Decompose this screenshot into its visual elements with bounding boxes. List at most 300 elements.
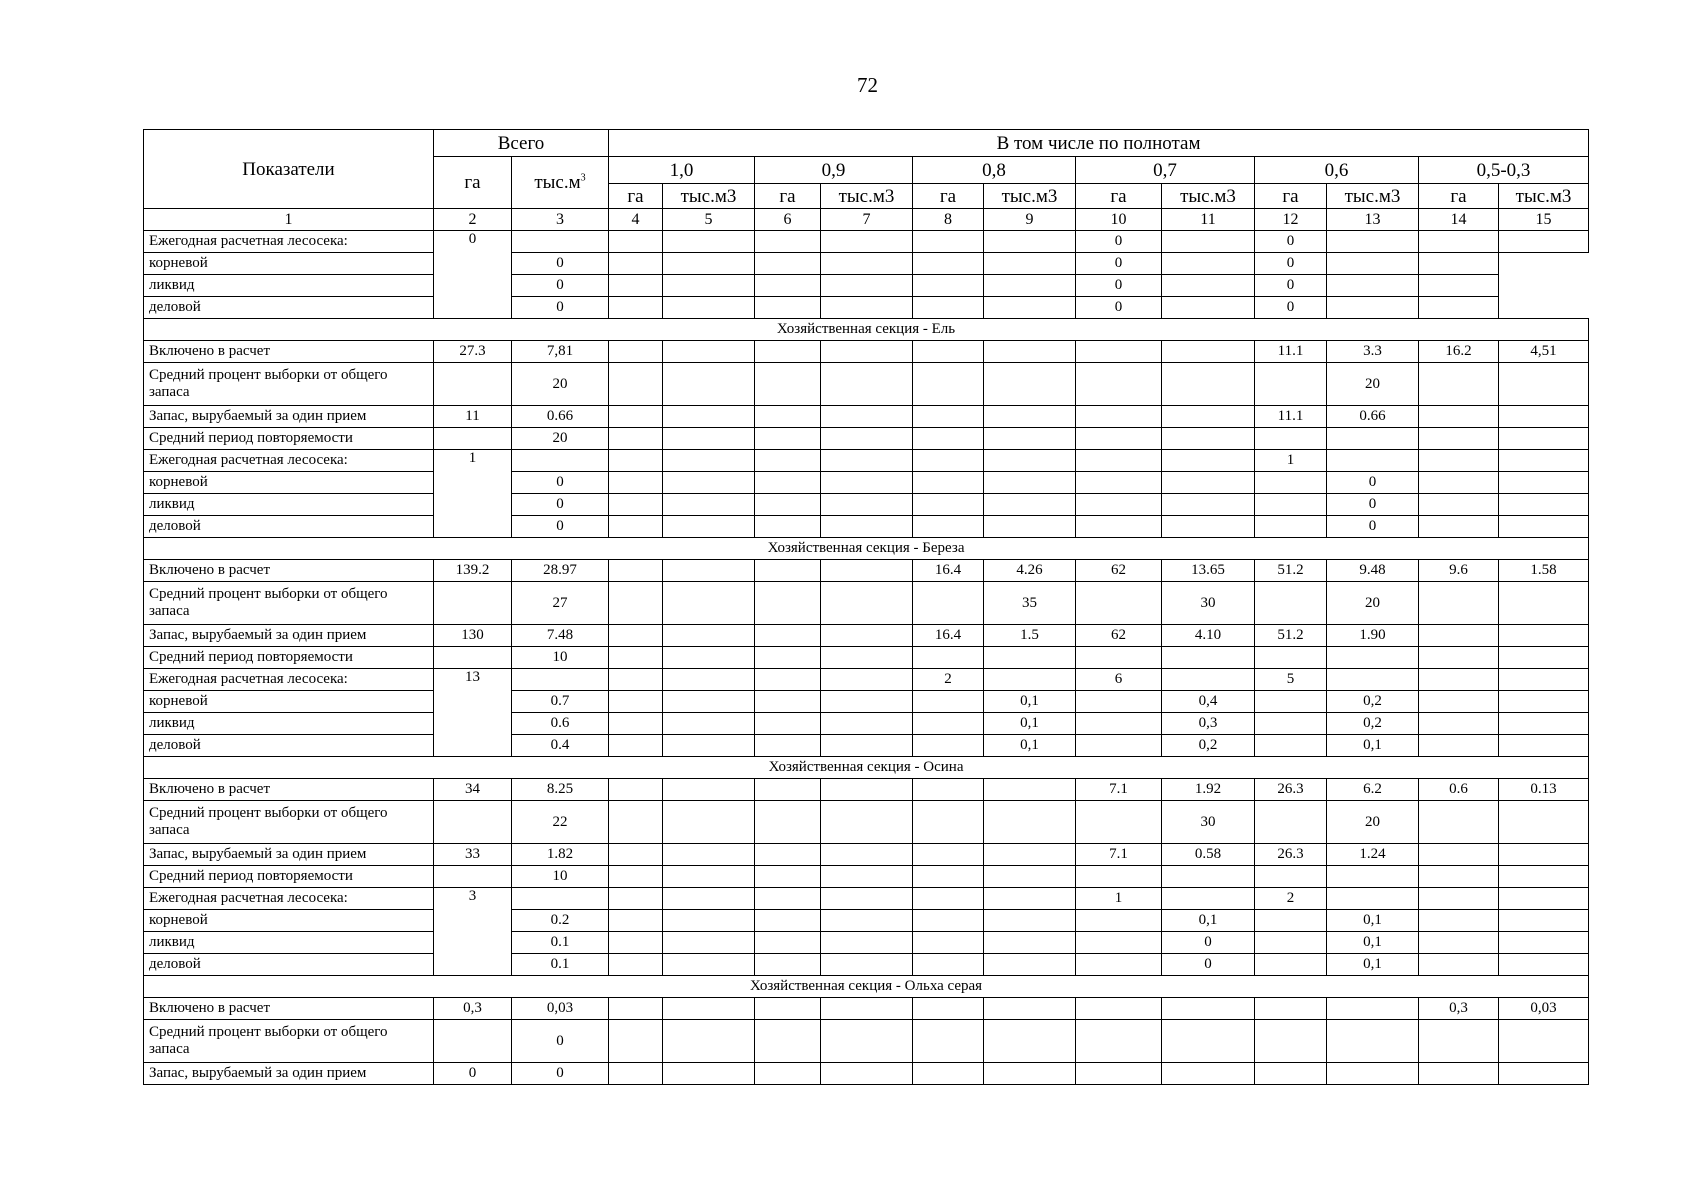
value-cell bbox=[984, 275, 1076, 297]
value-cell bbox=[512, 669, 609, 691]
value-cell bbox=[663, 713, 755, 735]
row-label: Включено в расчет bbox=[144, 560, 434, 582]
value-cell bbox=[609, 516, 663, 538]
value-cell bbox=[663, 450, 755, 472]
value-cell: 0,2 bbox=[1327, 691, 1419, 713]
row-label: Ежегодная расчетная лесосека: bbox=[144, 669, 434, 691]
value-cell: 0,2 bbox=[1162, 735, 1255, 757]
column-number: 8 bbox=[913, 209, 984, 231]
value-cell: 13 bbox=[434, 669, 512, 757]
value-cell bbox=[755, 275, 821, 297]
value-cell: 51.2 bbox=[1255, 625, 1327, 647]
row-label: деловой bbox=[144, 297, 434, 319]
value-cell: 0 bbox=[512, 1020, 609, 1063]
value-cell bbox=[1499, 494, 1589, 516]
value-cell bbox=[609, 275, 663, 297]
table-row bbox=[144, 275, 1589, 297]
value-cell bbox=[663, 253, 755, 275]
value-cell bbox=[1076, 472, 1162, 494]
value-cell: 1.58 bbox=[1499, 560, 1589, 582]
value-cell bbox=[609, 801, 663, 844]
value-cell bbox=[609, 450, 663, 472]
table-row bbox=[144, 932, 1589, 954]
table-row bbox=[144, 406, 1589, 428]
value-cell bbox=[663, 844, 755, 866]
value-cell: 0 bbox=[1255, 275, 1327, 297]
value-cell bbox=[821, 494, 913, 516]
row-label: ликвид bbox=[144, 932, 434, 954]
value-cell bbox=[821, 341, 913, 363]
value-cell bbox=[609, 472, 663, 494]
value-cell bbox=[1499, 713, 1589, 735]
value-cell bbox=[984, 844, 1076, 866]
value-cell: 4.10 bbox=[1162, 625, 1255, 647]
value-cell bbox=[1419, 582, 1499, 625]
value-cell bbox=[1162, 231, 1255, 253]
value-cell bbox=[663, 1063, 755, 1085]
value-cell bbox=[609, 297, 663, 319]
section-row bbox=[144, 976, 1589, 998]
header-volume: тыс.м3 bbox=[1162, 184, 1255, 209]
value-cell bbox=[1162, 428, 1255, 450]
value-cell bbox=[913, 998, 984, 1020]
value-cell: 1.92 bbox=[1162, 779, 1255, 801]
value-cell bbox=[1499, 625, 1589, 647]
value-cell bbox=[913, 341, 984, 363]
row-label: ликвид bbox=[144, 494, 434, 516]
value-cell bbox=[1255, 910, 1327, 932]
value-cell bbox=[1419, 669, 1499, 691]
value-cell bbox=[434, 801, 512, 844]
value-cell bbox=[609, 735, 663, 757]
value-cell bbox=[1419, 932, 1499, 954]
header-total-volume-base: тыс.м bbox=[534, 172, 581, 193]
value-cell: 0 bbox=[1076, 297, 1162, 319]
value-cell bbox=[755, 450, 821, 472]
value-cell bbox=[1076, 932, 1162, 954]
row-label: корневой bbox=[144, 691, 434, 713]
table-row bbox=[144, 669, 1589, 691]
value-cell bbox=[1499, 428, 1589, 450]
table-row bbox=[144, 954, 1589, 976]
value-cell bbox=[1419, 691, 1499, 713]
value-cell: 0,03 bbox=[1499, 998, 1589, 1020]
value-cell bbox=[663, 560, 755, 582]
value-cell bbox=[1419, 888, 1499, 910]
value-cell bbox=[1255, 472, 1327, 494]
value-cell: 0 bbox=[434, 231, 512, 319]
value-cell bbox=[609, 910, 663, 932]
value-cell bbox=[755, 625, 821, 647]
value-cell: 0 bbox=[512, 472, 609, 494]
value-cell: 0 bbox=[1076, 231, 1162, 253]
value-cell: 1 bbox=[1255, 450, 1327, 472]
value-cell bbox=[1162, 450, 1255, 472]
value-cell: 0,3 bbox=[1419, 998, 1499, 1020]
table-row bbox=[144, 713, 1589, 735]
value-cell bbox=[1255, 428, 1327, 450]
row-label: Включено в расчет bbox=[144, 779, 434, 801]
value-cell: 0.7 bbox=[512, 691, 609, 713]
value-cell: 11 bbox=[434, 406, 512, 428]
value-cell bbox=[1076, 735, 1162, 757]
value-cell bbox=[821, 647, 913, 669]
header-ha: га bbox=[913, 184, 984, 209]
table-row bbox=[144, 363, 1589, 406]
value-cell bbox=[1419, 472, 1499, 494]
header-ha: га bbox=[1076, 184, 1162, 209]
row-label: Запас, вырубаемый за один прием bbox=[144, 406, 434, 428]
value-cell bbox=[434, 428, 512, 450]
value-cell bbox=[609, 428, 663, 450]
value-cell bbox=[821, 888, 913, 910]
value-cell bbox=[913, 1063, 984, 1085]
value-cell bbox=[1419, 1063, 1499, 1085]
value-cell bbox=[1255, 801, 1327, 844]
value-cell bbox=[755, 713, 821, 735]
row-label: Средний период повторяемости bbox=[144, 866, 434, 888]
value-cell bbox=[663, 516, 755, 538]
value-cell: 28.97 bbox=[512, 560, 609, 582]
value-cell: 0.6 bbox=[512, 713, 609, 735]
value-cell bbox=[821, 691, 913, 713]
value-cell bbox=[821, 735, 913, 757]
value-cell bbox=[984, 779, 1076, 801]
value-cell bbox=[1419, 297, 1499, 319]
value-cell bbox=[1419, 735, 1499, 757]
value-cell: 62 bbox=[1076, 560, 1162, 582]
value-cell bbox=[1419, 428, 1499, 450]
value-cell bbox=[1327, 669, 1419, 691]
value-cell bbox=[609, 691, 663, 713]
header-volume: тыс.м3 bbox=[984, 184, 1076, 209]
header-volume: тыс.м3 bbox=[1499, 184, 1589, 209]
value-cell: 0 bbox=[512, 516, 609, 538]
value-cell bbox=[1255, 1020, 1327, 1063]
value-cell bbox=[755, 801, 821, 844]
value-cell bbox=[609, 1063, 663, 1085]
section-title: Хозяйственная секция - Осина bbox=[144, 757, 1589, 779]
value-cell bbox=[1327, 275, 1419, 297]
value-cell bbox=[663, 998, 755, 1020]
value-cell bbox=[663, 341, 755, 363]
value-cell bbox=[913, 932, 984, 954]
value-cell bbox=[821, 582, 913, 625]
value-cell: 0 bbox=[1255, 297, 1327, 319]
value-cell bbox=[984, 231, 1076, 253]
value-cell: 0 bbox=[1162, 954, 1255, 976]
value-cell bbox=[984, 297, 1076, 319]
column-number: 13 bbox=[1327, 209, 1419, 231]
value-cell bbox=[1327, 998, 1419, 1020]
value-cell bbox=[821, 560, 913, 582]
value-cell: 13.65 bbox=[1162, 560, 1255, 582]
value-cell bbox=[1076, 1020, 1162, 1063]
value-cell: 9.48 bbox=[1327, 560, 1419, 582]
table-row bbox=[144, 625, 1589, 647]
section-title: Хозяйственная секция - Ольха серая bbox=[144, 976, 1589, 998]
value-cell bbox=[1499, 231, 1589, 253]
table-row bbox=[144, 560, 1589, 582]
value-cell bbox=[663, 363, 755, 406]
header-density: 0,8 bbox=[913, 157, 1076, 184]
value-cell bbox=[1499, 801, 1589, 844]
value-cell bbox=[913, 647, 984, 669]
value-cell bbox=[609, 582, 663, 625]
value-cell bbox=[1076, 494, 1162, 516]
value-cell bbox=[1419, 713, 1499, 735]
value-cell bbox=[1076, 866, 1162, 888]
value-cell: 0 bbox=[512, 1063, 609, 1085]
header-ha: га bbox=[1255, 184, 1327, 209]
value-cell bbox=[609, 932, 663, 954]
value-cell bbox=[1327, 866, 1419, 888]
value-cell bbox=[984, 888, 1076, 910]
table-row bbox=[144, 1063, 1589, 1085]
value-cell bbox=[984, 341, 1076, 363]
value-cell bbox=[984, 954, 1076, 976]
value-cell bbox=[755, 472, 821, 494]
value-cell bbox=[1419, 406, 1499, 428]
value-cell bbox=[609, 647, 663, 669]
table-row bbox=[144, 779, 1589, 801]
value-cell bbox=[821, 932, 913, 954]
value-cell bbox=[1419, 866, 1499, 888]
value-cell: 16.4 bbox=[913, 625, 984, 647]
row-label: Ежегодная расчетная лесосека: bbox=[144, 450, 434, 472]
value-cell bbox=[1076, 801, 1162, 844]
value-cell bbox=[755, 582, 821, 625]
value-cell bbox=[755, 932, 821, 954]
header-density: 0,9 bbox=[755, 157, 913, 184]
value-cell bbox=[821, 779, 913, 801]
value-cell bbox=[821, 275, 913, 297]
value-cell bbox=[984, 363, 1076, 406]
value-cell bbox=[663, 647, 755, 669]
value-cell bbox=[1162, 1020, 1255, 1063]
value-cell: 0 bbox=[512, 253, 609, 275]
value-cell bbox=[609, 669, 663, 691]
value-cell bbox=[755, 1063, 821, 1085]
value-cell bbox=[984, 428, 1076, 450]
value-cell bbox=[663, 888, 755, 910]
value-cell bbox=[1419, 363, 1499, 406]
value-cell: 0,1 bbox=[1327, 735, 1419, 757]
value-cell bbox=[1076, 363, 1162, 406]
value-cell: 9.6 bbox=[1419, 560, 1499, 582]
column-number: 1 bbox=[144, 209, 434, 231]
value-cell bbox=[984, 910, 1076, 932]
value-cell bbox=[1499, 932, 1589, 954]
value-cell bbox=[609, 406, 663, 428]
table-row bbox=[144, 253, 1589, 275]
value-cell bbox=[755, 1020, 821, 1063]
value-cell: 20 bbox=[512, 363, 609, 406]
column-number: 15 bbox=[1499, 209, 1589, 231]
value-cell bbox=[1076, 691, 1162, 713]
column-number: 7 bbox=[821, 209, 913, 231]
value-cell bbox=[1419, 450, 1499, 472]
value-cell: 0 bbox=[1076, 253, 1162, 275]
value-cell bbox=[913, 231, 984, 253]
value-cell bbox=[609, 231, 663, 253]
value-cell bbox=[1327, 428, 1419, 450]
value-cell: 0 bbox=[1076, 275, 1162, 297]
value-cell bbox=[1076, 450, 1162, 472]
value-cell: 11.1 bbox=[1255, 341, 1327, 363]
value-cell: 0,1 bbox=[1327, 932, 1419, 954]
row-label: Запас, вырубаемый за один прием bbox=[144, 844, 434, 866]
value-cell bbox=[821, 363, 913, 406]
value-cell bbox=[1327, 888, 1419, 910]
value-cell bbox=[755, 428, 821, 450]
value-cell bbox=[1076, 647, 1162, 669]
value-cell bbox=[663, 691, 755, 713]
value-cell bbox=[1499, 1063, 1589, 1085]
value-cell bbox=[512, 450, 609, 472]
value-cell bbox=[609, 341, 663, 363]
row-label: Ежегодная расчетная лесосека: bbox=[144, 888, 434, 910]
column-number: 6 bbox=[755, 209, 821, 231]
value-cell bbox=[1076, 428, 1162, 450]
header-volume: тыс.м3 bbox=[821, 184, 913, 209]
value-cell bbox=[663, 866, 755, 888]
page-number: 72 bbox=[857, 73, 878, 97]
value-cell: 20 bbox=[512, 428, 609, 450]
table-row bbox=[144, 428, 1589, 450]
value-cell bbox=[913, 363, 984, 406]
value-cell bbox=[1499, 910, 1589, 932]
value-cell bbox=[663, 406, 755, 428]
section-title: Хозяйственная секция - Ель bbox=[144, 319, 1589, 341]
value-cell: 5 bbox=[1255, 669, 1327, 691]
value-cell bbox=[663, 472, 755, 494]
value-cell bbox=[609, 779, 663, 801]
value-cell bbox=[913, 450, 984, 472]
value-cell bbox=[913, 910, 984, 932]
table-row bbox=[144, 341, 1589, 363]
table-row bbox=[144, 866, 1589, 888]
value-cell: 3 bbox=[434, 888, 512, 976]
value-cell: 0,1 bbox=[1327, 910, 1419, 932]
value-cell bbox=[1162, 253, 1255, 275]
value-cell bbox=[1419, 801, 1499, 844]
value-cell: 30 bbox=[1162, 801, 1255, 844]
row-label: деловой bbox=[144, 954, 434, 976]
row-label: деловой bbox=[144, 516, 434, 538]
row-label: ликвид bbox=[144, 713, 434, 735]
value-cell: 1.82 bbox=[512, 844, 609, 866]
value-cell bbox=[821, 472, 913, 494]
value-cell bbox=[984, 932, 1076, 954]
value-cell bbox=[1419, 253, 1499, 275]
value-cell bbox=[663, 801, 755, 844]
value-cell bbox=[821, 713, 913, 735]
row-label: ликвид bbox=[144, 275, 434, 297]
value-cell: 6.2 bbox=[1327, 779, 1419, 801]
value-cell: 51.2 bbox=[1255, 560, 1327, 582]
value-cell bbox=[1076, 998, 1162, 1020]
value-cell bbox=[1499, 363, 1589, 406]
table-row bbox=[144, 910, 1589, 932]
value-cell bbox=[913, 1020, 984, 1063]
value-cell bbox=[913, 866, 984, 888]
value-cell bbox=[663, 954, 755, 976]
value-cell bbox=[1499, 406, 1589, 428]
value-cell bbox=[609, 560, 663, 582]
value-cell bbox=[913, 297, 984, 319]
value-cell bbox=[609, 844, 663, 866]
value-cell: 0.58 bbox=[1162, 844, 1255, 866]
value-cell: 20 bbox=[1327, 363, 1419, 406]
value-cell: 0,1 bbox=[1327, 954, 1419, 976]
row-label: корневой bbox=[144, 472, 434, 494]
value-cell bbox=[1419, 625, 1499, 647]
column-number: 2 bbox=[434, 209, 512, 231]
header-by-density: В том числе по полнотам bbox=[609, 130, 1589, 157]
header-density: 0,5-0,3 bbox=[1419, 157, 1589, 184]
value-cell: 0.66 bbox=[1327, 406, 1419, 428]
value-cell bbox=[1327, 1020, 1419, 1063]
table-row bbox=[144, 735, 1589, 757]
value-cell bbox=[1419, 231, 1499, 253]
table-row bbox=[144, 494, 1589, 516]
value-cell: 11.1 bbox=[1255, 406, 1327, 428]
value-cell bbox=[1076, 582, 1162, 625]
value-cell: 20 bbox=[1327, 801, 1419, 844]
value-cell bbox=[755, 560, 821, 582]
value-cell bbox=[1255, 494, 1327, 516]
column-number: 14 bbox=[1419, 209, 1499, 231]
table-row bbox=[144, 297, 1589, 319]
value-cell bbox=[1076, 341, 1162, 363]
value-cell bbox=[821, 998, 913, 1020]
value-cell: 34 bbox=[434, 779, 512, 801]
value-cell: 10 bbox=[512, 647, 609, 669]
value-cell bbox=[984, 998, 1076, 1020]
value-cell bbox=[1255, 954, 1327, 976]
value-cell bbox=[663, 735, 755, 757]
column-number: 4 bbox=[609, 209, 663, 231]
value-cell: 1.90 bbox=[1327, 625, 1419, 647]
value-cell bbox=[913, 582, 984, 625]
value-cell bbox=[609, 888, 663, 910]
value-cell: 4,51 bbox=[1499, 341, 1589, 363]
value-cell bbox=[913, 735, 984, 757]
value-cell bbox=[821, 450, 913, 472]
value-cell bbox=[1327, 253, 1419, 275]
value-cell: 0.6 bbox=[1419, 779, 1499, 801]
value-cell: 0 bbox=[1327, 472, 1419, 494]
table-row bbox=[144, 450, 1589, 472]
value-cell bbox=[1327, 297, 1419, 319]
value-cell bbox=[1255, 647, 1327, 669]
value-cell bbox=[755, 669, 821, 691]
value-cell: 22 bbox=[512, 801, 609, 844]
value-cell bbox=[1076, 406, 1162, 428]
header-total: Всего bbox=[434, 130, 609, 157]
column-number: 9 bbox=[984, 209, 1076, 231]
value-cell: 0 bbox=[1255, 231, 1327, 253]
row-label: Запас, вырубаемый за один прием bbox=[144, 1063, 434, 1085]
row-label: Средний процент выборки от общего запаса bbox=[144, 801, 434, 844]
row-label: Средний процент выборки от общего запаса bbox=[144, 582, 434, 625]
value-cell: 7.48 bbox=[512, 625, 609, 647]
value-cell bbox=[1255, 1063, 1327, 1085]
value-cell bbox=[821, 1063, 913, 1085]
value-cell bbox=[821, 1020, 913, 1063]
value-cell bbox=[609, 1020, 663, 1063]
